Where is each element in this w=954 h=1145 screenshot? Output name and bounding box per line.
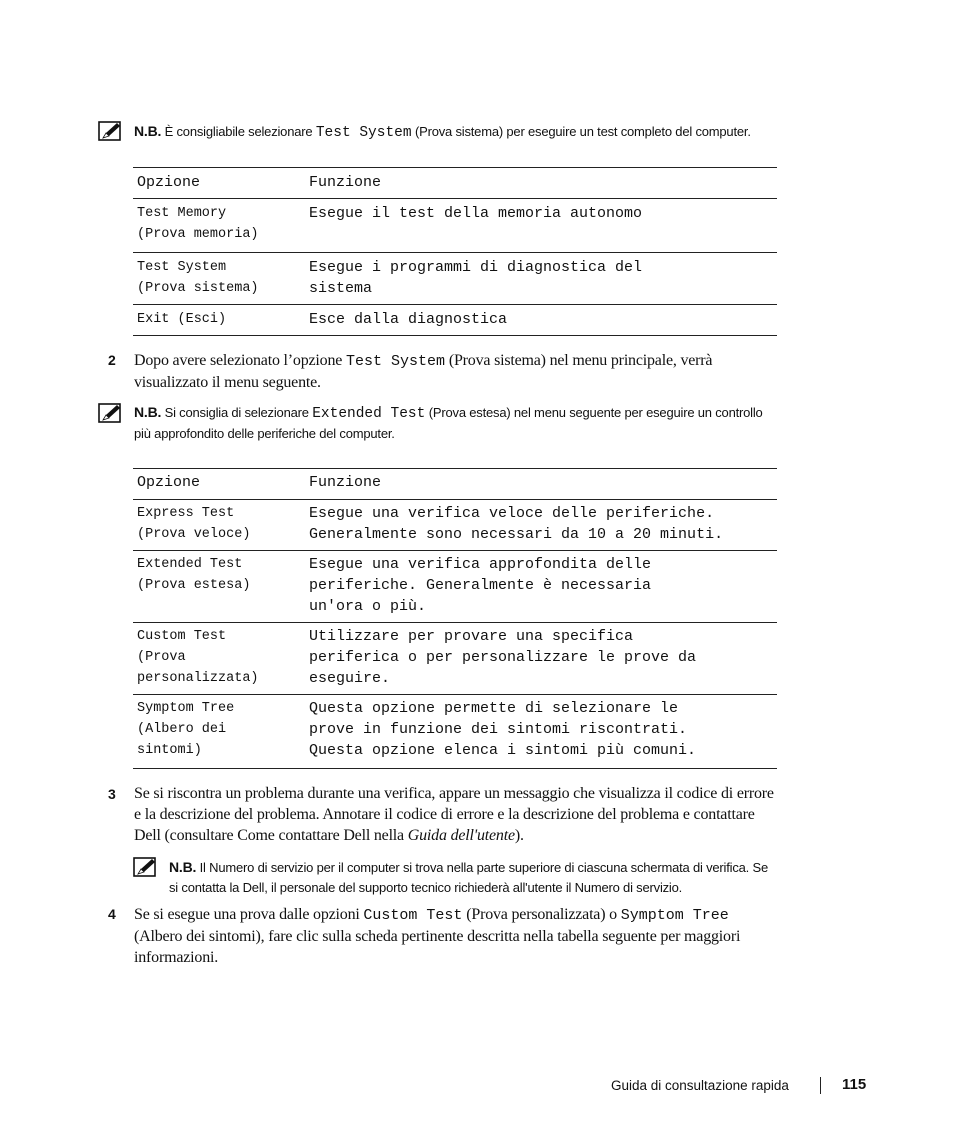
table-cell-option: Exit (Esci) (137, 312, 227, 327)
footer-title: Guida di consultazione rapida (611, 1078, 789, 1093)
table-row (133, 695, 777, 769)
note-text: (Prova estesa) nel menu seguente per eseguire un controllo (425, 405, 763, 420)
table-cell-function: Esce dalla diagnostica (309, 311, 508, 328)
note-text: (Prova sistema) per eseguire un test completo del computer. (411, 124, 751, 139)
table-cell-option: Test Memory (Prova memoria) (137, 206, 259, 242)
step-3-text (134, 783, 774, 846)
table-header: Funzione (309, 174, 382, 191)
step-italic-text: Guida dell'utente (407, 827, 515, 844)
table-cell-function: Utilizzare per provare una specifica periferica o per personalizzare le prove da eseguire. (309, 628, 697, 687)
table-cell-option: Symptom Tree (Albero dei sintomi) (137, 701, 235, 758)
note-code: Test System (315, 125, 412, 141)
page-number: 115 (842, 1076, 867, 1093)
table-row (133, 623, 777, 695)
note-3 (169, 857, 768, 898)
step-code: Custom Test (363, 907, 463, 924)
step-text: Se si riscontra un problema durante una verifica, appare un messaggio che visualizza il codice di errore (134, 785, 774, 802)
note-code: Extended Test (312, 406, 426, 422)
step-text: ). (514, 827, 524, 844)
note-pencil-icon (98, 403, 122, 423)
step-code: Symptom Tree (620, 907, 729, 924)
options-table-2 (133, 468, 777, 769)
step-number: 4 (108, 906, 116, 922)
table-cell-option: Express Test (Prova veloce) (137, 506, 251, 542)
step-text: visualizzato il menu seguente. (134, 374, 321, 391)
note-text: si contatta la Dell, il personale del supporto tecnico richiederà all'utente il Numero di servizio. (169, 880, 683, 895)
table-row (133, 305, 777, 336)
table-cell-function: Esegue i programmi di diagnostica del sistema (309, 259, 643, 297)
step-text: (Albero dei sintomi), fare clic sulla scheda pertinente descritta nella tabella seguente per maggiori (134, 928, 741, 945)
note-label: N.B. (134, 123, 162, 139)
step-code: Test System (345, 353, 446, 370)
note-text: È consigliabile selezionare (164, 124, 316, 139)
table-row (133, 551, 777, 623)
table-header-row (133, 168, 777, 199)
note-text: Il Numero di servizio per il computer si trova nella parte superiore di ciascuna schermata di verifica. Se (196, 860, 768, 875)
table-row (133, 199, 777, 253)
note-2 (134, 402, 763, 444)
step-text: informazioni. (134, 949, 219, 966)
table-row (133, 500, 777, 551)
note-pencil-icon (133, 857, 157, 877)
step-text: (Prova personalizzata) o (462, 906, 621, 923)
table-cell-function: Questa opzione permette di selezionare le prove in funzione dei sintomi riscontrati. Questa opzione elenca i sintomi più comuni. (309, 700, 697, 759)
table-header: Opzione (137, 174, 201, 191)
note-text: più approfondito delle periferiche del computer. (134, 426, 395, 441)
step-4-text (134, 904, 740, 968)
note-label: N.B. (134, 404, 162, 420)
table-cell-option: Test System (Prova sistema) (137, 260, 259, 296)
table-header: Funzione (309, 474, 382, 491)
step-number: 3 (108, 786, 116, 802)
step-text: e la descrizione del problema. Annotare il codice di errore e la descrizione del problema e contattare (134, 806, 755, 823)
step-text: Dopo avere selezionato l’opzione (134, 352, 346, 369)
table-cell-option: Custom Test (Prova personalizzata) (137, 629, 259, 686)
table-cell-function: Esegue una verifica approfondita delle periferiche. Generalmente è necessaria un'ora o più. (309, 556, 652, 615)
note-pencil-icon (98, 121, 122, 141)
table-cell-option: Extended Test (Prova estesa) (137, 557, 251, 593)
step-2-text (134, 350, 712, 393)
step-text: (Prova sistema) nel menu principale, verrà (445, 352, 713, 369)
note-1 (134, 121, 751, 143)
note-text: Si consiglia di selezionare (161, 405, 313, 420)
table-cell-function: Esegue una verifica veloce delle periferiche. Generalmente sono necessari da 10 a 20 minuti. (309, 505, 724, 543)
note-label: N.B. (169, 859, 197, 875)
table-header: Opzione (137, 474, 201, 491)
step-number: 2 (108, 352, 116, 368)
footer-divider (820, 1077, 821, 1094)
options-table-1 (133, 167, 777, 336)
table-cell-function: Esegue il test della memoria autonomo (309, 205, 643, 222)
table-row (133, 253, 777, 305)
table-header-row (133, 469, 777, 500)
step-text: Dell (consultare Come contattare Dell nella (134, 827, 408, 844)
step-text: Se si esegue una prova dalle opzioni (134, 906, 364, 923)
